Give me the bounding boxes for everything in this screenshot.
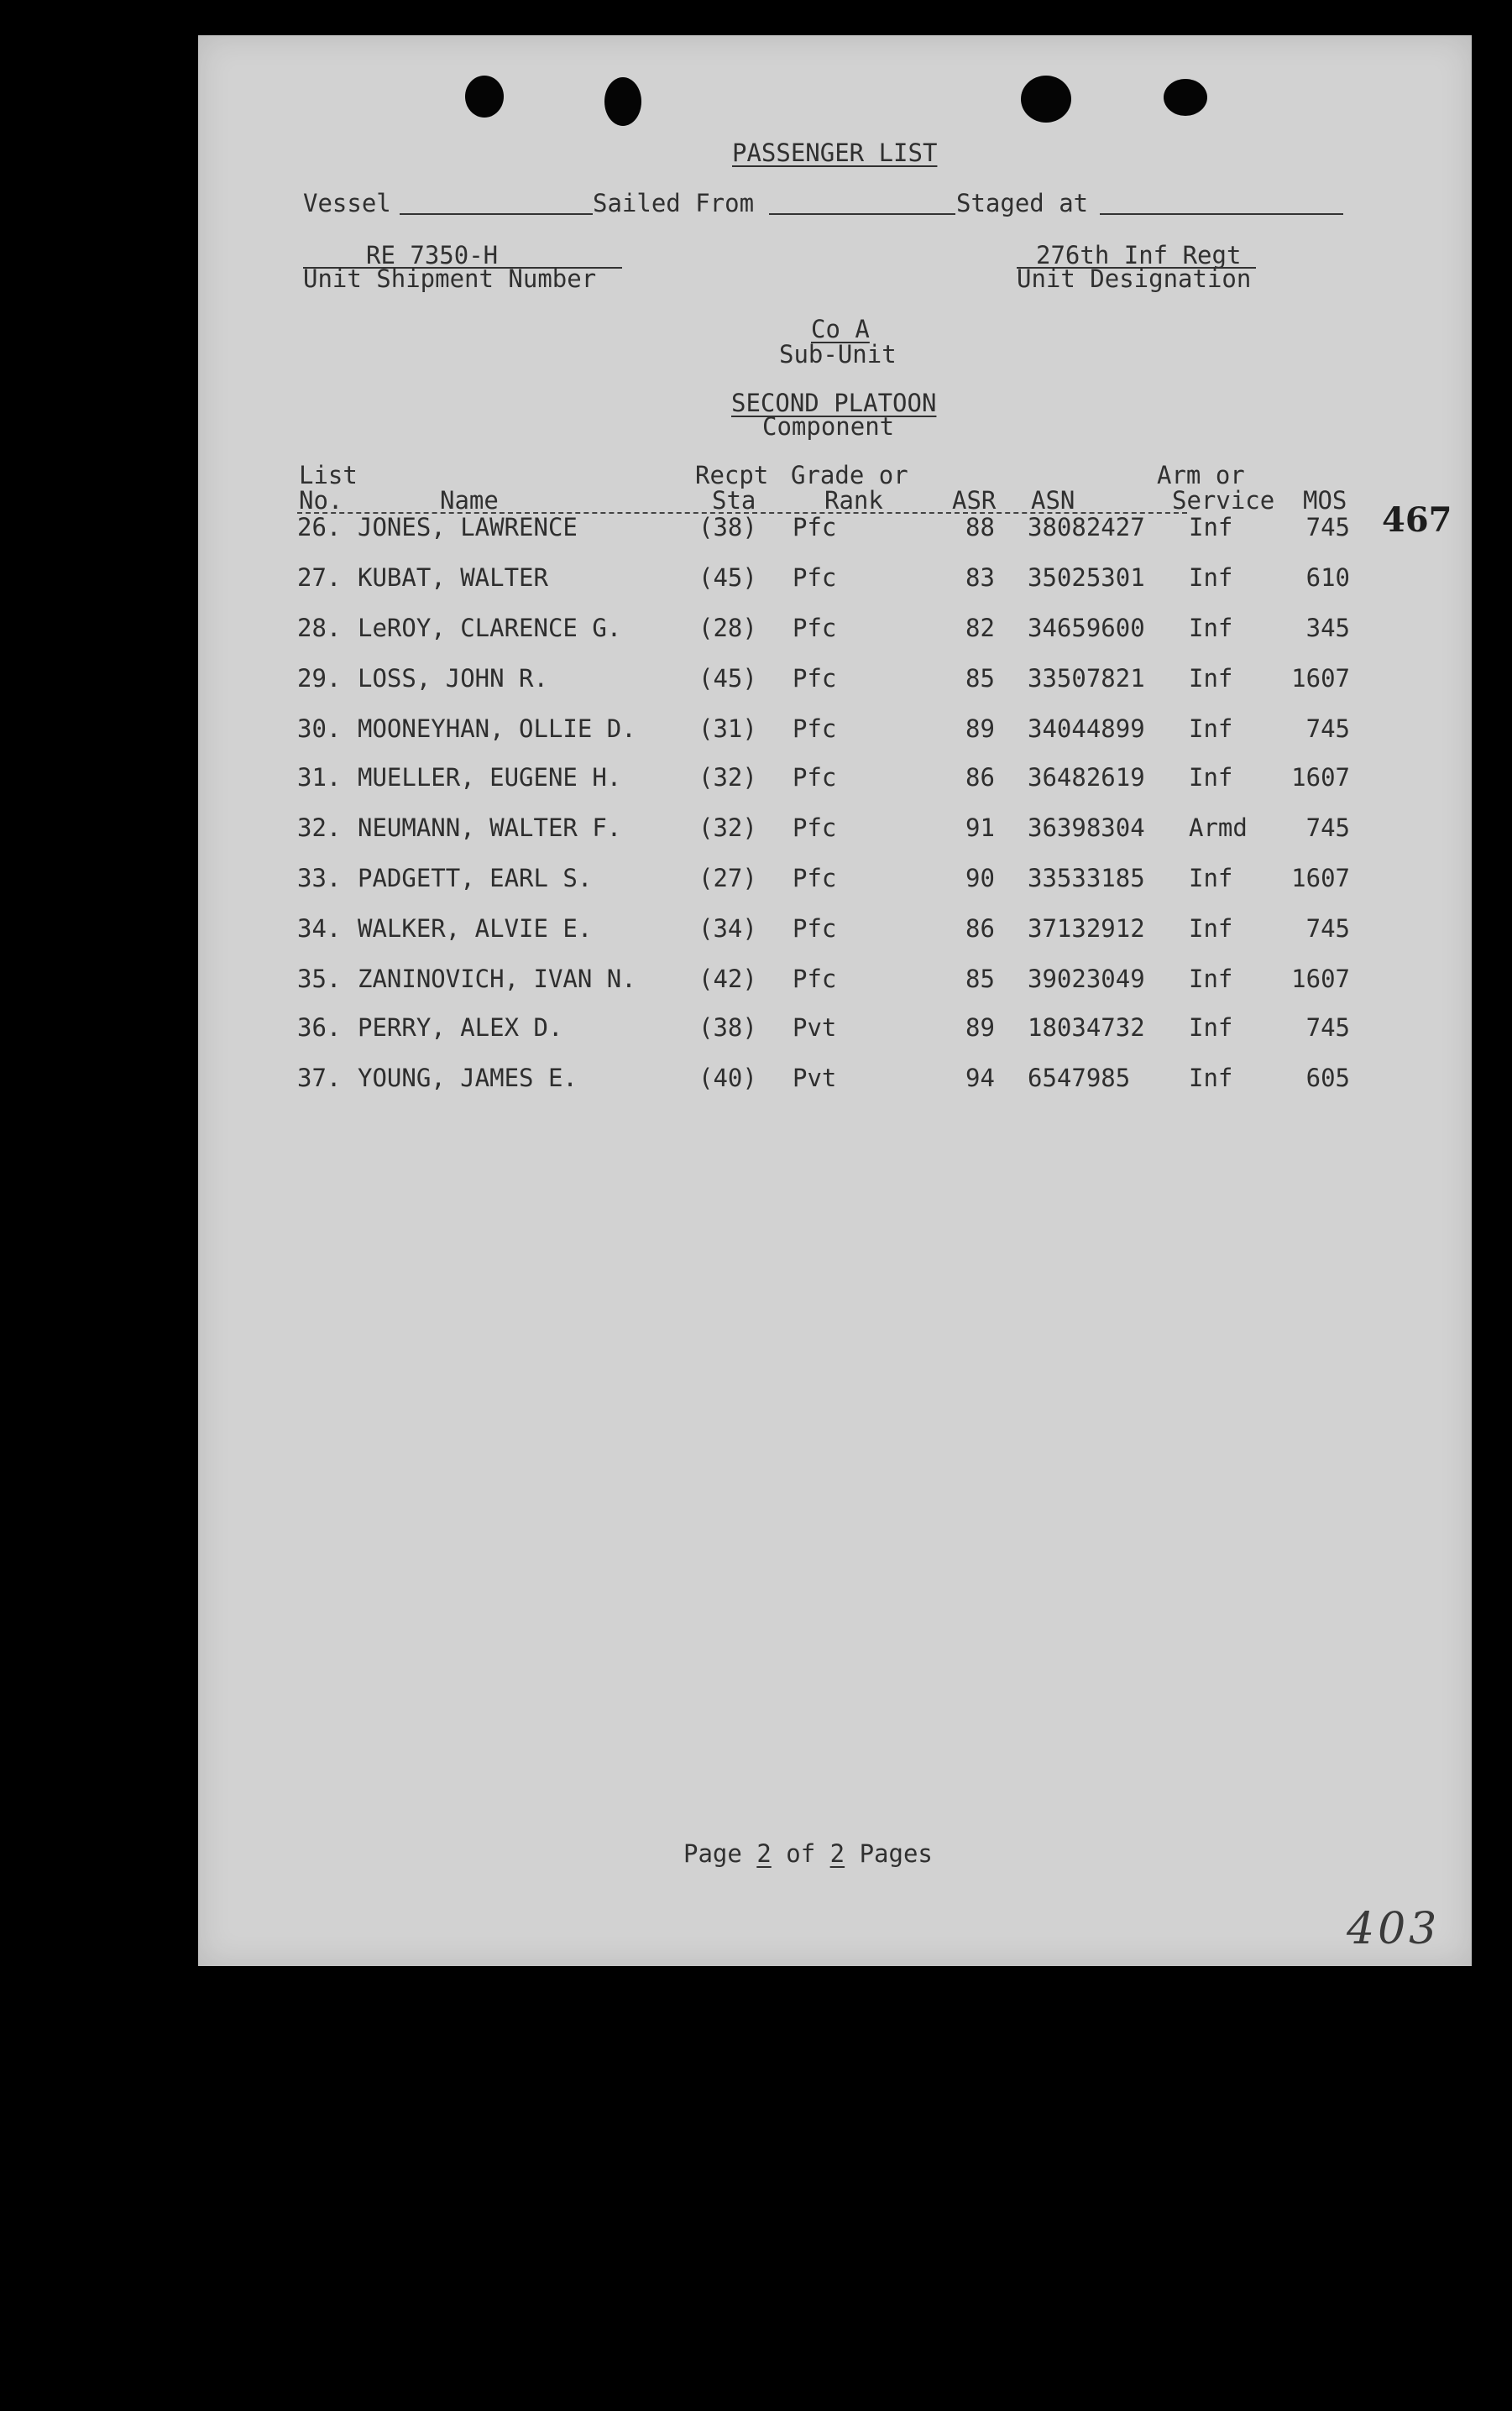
col-grade-line2: Rank xyxy=(824,486,883,515)
table-row xyxy=(198,964,1472,994)
row-asn: 37132912 xyxy=(1028,914,1145,943)
row-sta: (45) xyxy=(698,563,757,592)
row-mos: 745 xyxy=(1305,1013,1350,1042)
row-no: 32. xyxy=(297,813,342,842)
page-current: 2 xyxy=(756,1839,772,1868)
row-asr: 83 xyxy=(965,563,995,592)
row-mos: 610 xyxy=(1305,563,1350,592)
staged-at-label: Staged at xyxy=(956,189,1089,217)
row-name: PERRY, ALEX D. xyxy=(358,1013,563,1042)
page-suffix: Pages xyxy=(859,1839,933,1868)
row-mos: 345 xyxy=(1305,614,1350,642)
page-prefix: Page xyxy=(683,1839,742,1868)
row-sta: (42) xyxy=(698,965,757,993)
row-mos: 1607 xyxy=(1291,664,1350,693)
row-grade: Pfc xyxy=(793,513,837,541)
vessel-label: Vessel xyxy=(303,189,391,217)
row-sta: (38) xyxy=(698,1013,757,1042)
row-sta: (28) xyxy=(698,614,757,642)
row-name: MUELLER, EUGENE H. xyxy=(358,763,622,792)
row-grade: Pvt xyxy=(793,1064,837,1092)
row-name: ZANINOVICH, IVAN N. xyxy=(358,965,636,993)
row-name: KUBAT, WALTER xyxy=(358,563,548,592)
row-name: WALKER, ALVIE E. xyxy=(358,914,593,943)
row-name: YOUNG, JAMES E. xyxy=(358,1064,578,1092)
row-arm: Inf xyxy=(1189,1013,1233,1042)
row-no: 34. xyxy=(297,914,342,943)
row-mos: 1607 xyxy=(1291,864,1350,892)
row-asr: 86 xyxy=(965,763,995,792)
row-grade: Pfc xyxy=(793,563,837,592)
row-asr: 90 xyxy=(965,864,995,892)
table-row xyxy=(198,762,1472,792)
row-name: JONES, LAWRENCE xyxy=(358,513,578,541)
row-mos: 745 xyxy=(1305,513,1350,541)
vessel-blank xyxy=(400,213,593,215)
table-row xyxy=(198,613,1472,643)
row-sta: (31) xyxy=(698,714,757,743)
row-mos: 1607 xyxy=(1291,965,1350,993)
table-row xyxy=(198,512,1472,542)
stamp-number: 467 xyxy=(1382,500,1452,540)
row-sta: (34) xyxy=(698,914,757,943)
row-arm: Inf xyxy=(1189,563,1233,592)
row-mos: 1607 xyxy=(1291,763,1350,792)
row-no: 29. xyxy=(297,664,342,693)
page-footer xyxy=(683,1840,933,1867)
sub-unit: Co A xyxy=(811,315,870,343)
row-name: PADGETT, EARL S. xyxy=(358,864,593,892)
col-list-no-line2: No. xyxy=(299,486,343,515)
unit-designation-label: Unit Designation xyxy=(1017,264,1252,293)
row-arm: Armd xyxy=(1189,813,1248,842)
row-arm: Inf xyxy=(1189,864,1233,892)
row-asn: 18034732 xyxy=(1028,1013,1145,1042)
row-arm: Inf xyxy=(1189,614,1233,642)
row-sta: (27) xyxy=(698,864,757,892)
sub-unit-label: Sub-Unit xyxy=(779,340,897,369)
col-grade-line1: Grade or xyxy=(791,461,908,489)
page-of: of xyxy=(786,1839,816,1868)
row-no: 28. xyxy=(297,614,342,642)
table-row xyxy=(198,813,1472,843)
row-no: 27. xyxy=(297,563,342,592)
row-arm: Inf xyxy=(1189,965,1233,993)
row-arm: Inf xyxy=(1189,513,1233,541)
table-row xyxy=(198,1012,1472,1043)
sailed-from-label: Sailed From xyxy=(593,189,755,217)
page-total: 2 xyxy=(829,1839,845,1868)
row-no: 37. xyxy=(297,1064,342,1092)
row-grade: Pfc xyxy=(793,864,837,892)
sailed-from-blank xyxy=(769,213,955,215)
row-grade: Pfc xyxy=(793,965,837,993)
punch-hole xyxy=(604,77,641,126)
row-asr: 89 xyxy=(965,714,995,743)
row-asr: 94 xyxy=(965,1064,995,1092)
table-row xyxy=(198,714,1472,744)
row-sta: (38) xyxy=(698,513,757,541)
punch-hole xyxy=(1021,76,1071,123)
row-asr: 88 xyxy=(965,513,995,541)
row-asr: 85 xyxy=(965,965,995,993)
row-asn: 33507821 xyxy=(1028,664,1145,693)
row-arm: Inf xyxy=(1189,1064,1233,1092)
row-no: 36. xyxy=(297,1013,342,1042)
table-row xyxy=(198,913,1472,944)
row-grade: Pvt xyxy=(793,1013,837,1042)
unit-designation: 276th Inf Regt xyxy=(1036,241,1242,269)
row-asr: 86 xyxy=(965,914,995,943)
table-row xyxy=(198,863,1472,893)
row-asn: 36398304 xyxy=(1028,813,1145,842)
row-sta: (45) xyxy=(698,664,757,693)
row-grade: Pfc xyxy=(793,614,837,642)
row-name: LOSS, JOHN R. xyxy=(358,664,548,693)
col-arm-line2: Service xyxy=(1172,486,1275,515)
table-row xyxy=(198,1063,1472,1093)
row-asn: 35025301 xyxy=(1028,563,1145,592)
col-recpt-line1: Recpt xyxy=(695,461,769,489)
staged-at-blank xyxy=(1100,213,1343,215)
row-name: MOONEYHAN, OLLIE D. xyxy=(358,714,636,743)
col-arm-line1: Arm or xyxy=(1157,461,1245,489)
unit-shipment-number-label: Unit Shipment Number xyxy=(303,264,597,293)
row-grade: Pfc xyxy=(793,914,837,943)
row-asr: 91 xyxy=(965,813,995,842)
col-mos: MOS xyxy=(1303,486,1347,515)
document-page xyxy=(198,35,1472,1966)
row-name: NEUMANN, WALTER F. xyxy=(358,813,622,842)
row-asr: 82 xyxy=(965,614,995,642)
row-arm: Inf xyxy=(1189,914,1233,943)
row-asr: 85 xyxy=(965,664,995,693)
row-asn: 6547985 xyxy=(1028,1064,1131,1092)
row-asn: 39023049 xyxy=(1028,965,1145,993)
page-title: PASSENGER LIST xyxy=(732,139,938,167)
col-list-no-line1: List xyxy=(299,461,358,489)
row-no: 33. xyxy=(297,864,342,892)
row-mos: 745 xyxy=(1305,813,1350,842)
row-asn: 38082427 xyxy=(1028,513,1145,541)
col-asn: ASN xyxy=(1031,486,1075,515)
row-grade: Pfc xyxy=(793,763,837,792)
row-arm: Inf xyxy=(1189,714,1233,743)
row-grade: Pfc xyxy=(793,714,837,743)
table-row xyxy=(198,562,1472,593)
col-asr: ASR xyxy=(952,486,997,515)
handwritten-number: 403 xyxy=(1347,1904,1441,1954)
row-asn: 33533185 xyxy=(1028,864,1145,892)
row-sta: (40) xyxy=(698,1064,757,1092)
row-asn: 36482619 xyxy=(1028,763,1145,792)
row-mos: 745 xyxy=(1305,714,1350,743)
component: SECOND PLATOON xyxy=(731,389,937,417)
row-arm: Inf xyxy=(1189,763,1233,792)
row-no: 35. xyxy=(297,965,342,993)
punch-hole xyxy=(465,76,504,118)
unit-shipment-number: RE 7350-H xyxy=(366,241,499,269)
punch-hole xyxy=(1164,79,1207,116)
row-no: 31. xyxy=(297,763,342,792)
row-no: 26. xyxy=(297,513,342,541)
component-label: Component xyxy=(762,412,895,441)
row-sta: (32) xyxy=(698,763,757,792)
row-no: 30. xyxy=(297,714,342,743)
row-asn: 34659600 xyxy=(1028,614,1145,642)
row-asn: 34044899 xyxy=(1028,714,1145,743)
row-arm: Inf xyxy=(1189,664,1233,693)
row-asr: 89 xyxy=(965,1013,995,1042)
row-mos: 745 xyxy=(1305,914,1350,943)
row-mos: 605 xyxy=(1305,1064,1350,1092)
col-name: Name xyxy=(440,486,499,515)
row-grade: Pfc xyxy=(793,813,837,842)
table-row xyxy=(198,663,1472,693)
row-name: LeROY, CLARENCE G. xyxy=(358,614,622,642)
col-recpt-line2: Sta xyxy=(712,486,756,515)
row-grade: Pfc xyxy=(793,664,837,693)
row-sta: (32) xyxy=(698,813,757,842)
